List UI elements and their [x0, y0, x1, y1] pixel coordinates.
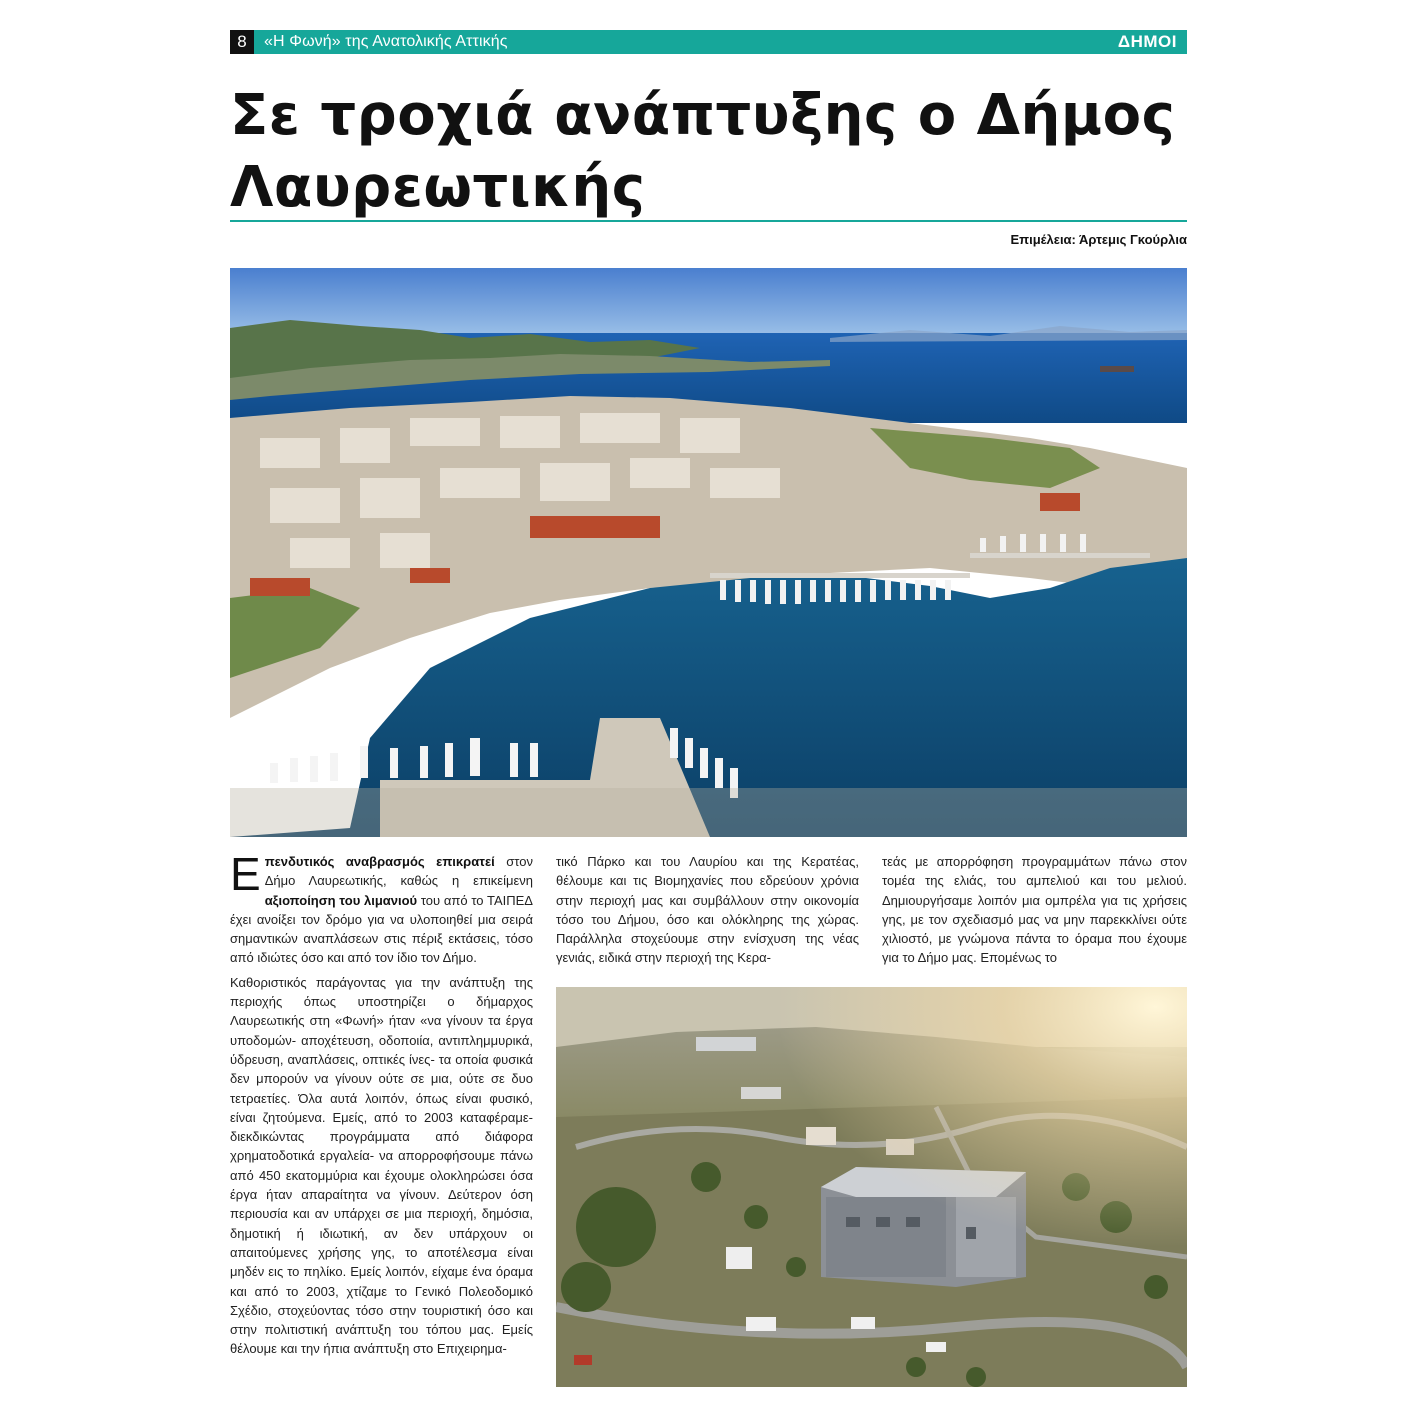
page-number: 8	[230, 30, 254, 54]
article-column-2	[556, 852, 859, 973]
lead-text-1: στον Δήμο Λαυρεωτικής, καθώς η επικείμενη	[264, 854, 533, 889]
article-column-3	[882, 852, 1187, 973]
body-paragraph-col2: τικό Πάρκο και του Λαυρίου και της Κερατέας, θέλουμε και τις Βιομηχανίες που εδρεύουν χρόνια στην περιοχή μας και συμβάλλουν στην οικονομία τόσο του Δήμου, όσο και ολόκληρης της χώρας. Παράλληλα στοχεύουμε στην ενίσχυση της νέας γενιάς, ειδικά στην περιοχή της Κερα-	[556, 854, 859, 966]
industrial-park-aerial-photo	[556, 987, 1187, 1387]
body-paragraph-col3: τεάς με απορρόφηση προγραμμάτων πάνω στον τομέα της ελιάς, του αμπελιού και του μελιού. Δημιουργήσαμε λοιπόν μια ομπρέλα για τις χρήσεις γης, με τον σχεδιασμό μας να μην παρεκκλίνει ούτε χιλιοστό, με γνώμονα πάντα το όραμα που έχουμε για το Δήμο μας. Επομένως το	[882, 854, 1187, 966]
article-headline	[230, 80, 1180, 224]
lead-bold-1: πενδυτικός αναβρασμός επικρατεί	[264, 854, 495, 869]
lead-paragraph	[230, 848, 533, 968]
lead-text-2: του από το ΤΑΙΠΕΔ έχει ανοίξει τον δρόμο για να υλοποιηθεί μια σειρά σημαντικών αναπλάσεων στις πέριξ εκτάσεις, τόσο από ιδιώτες όσο και από τον ίδιο τον Δήμο.	[230, 892, 533, 966]
article-column-1	[230, 848, 533, 1364]
harbor-aerial-photo	[230, 268, 1187, 837]
header-bar	[230, 30, 1187, 54]
drop-cap: Ε	[230, 848, 261, 900]
headline-line-2: Λαυρεωτικής	[230, 155, 646, 220]
lead-bold-2: αξιοποίηση του λιμανιού	[264, 892, 418, 908]
body-paragraph-2: Καθοριστικός παράγοντας για την ανάπτυξη της περιοχής όπως υποστηρίζει ο δήμαρχος Λαυρεωτικής στη «Φωνή» ήταν «να γίνουν τα έργα υποδομών- αποχέτευση, οδοποιία, αντιπλημμυρικά, ύδρευση, αναπλάσεις, οπτικές ίνες- τα οποία φυσικά δεν μπορούν να γίνουν ούτε σε μια, ούτε σε δυο τετραετίες. Όλα αυτά λοιπόν, όπως είναι φυσικό, είναι ζητούμενα. Εμείς, από το 2003 καταφέραμε- διεκδικώντας προγράμματα από διάφορα χρηματοδοτικά εργαλεία- να απορροφήσουμε πάνω από 450 εκατομμύρια και έχουμε ολοκληρώσει όσα έργα ήταν απαραίτητα να γίνουν. Δεύτερον όση περιουσία και αν υπάρχει σε μια περιοχή, δημόσια, δημοτική ή ιδιωτική, αν δεν υπάρχουν οι απαιτούμενες χρήσης γης, το αποτέλεσμα είναι μηδέν εις το πηλίκο. Εμείς λοιπόν, είχαμε ένα όραμα και από το 2003, χτίζαμε το Γενικό Πολεοδομικό Σχέδιο, στοχεύοντας τόσο στην τουριστική όσο και στην πολιτιστική ανάπτυξη του τόπου μας. Εμείς θέλουμε και την ήπια ανάπτυξη στο Επιχειρημα-	[230, 974, 533, 1357]
headline-divider	[230, 220, 1187, 222]
section-label: ΔΗΜΟΙ	[1117, 32, 1177, 51]
headline-line-1: Σε τροχιά ανάπτυξης ο Δήμος	[230, 83, 1176, 148]
publication-name: «Η Φωνή» της Ανατολικής Αττικής	[264, 33, 508, 50]
byline: Επιμέλεια: Άρτεμις Γκούρλια	[1010, 232, 1187, 247]
